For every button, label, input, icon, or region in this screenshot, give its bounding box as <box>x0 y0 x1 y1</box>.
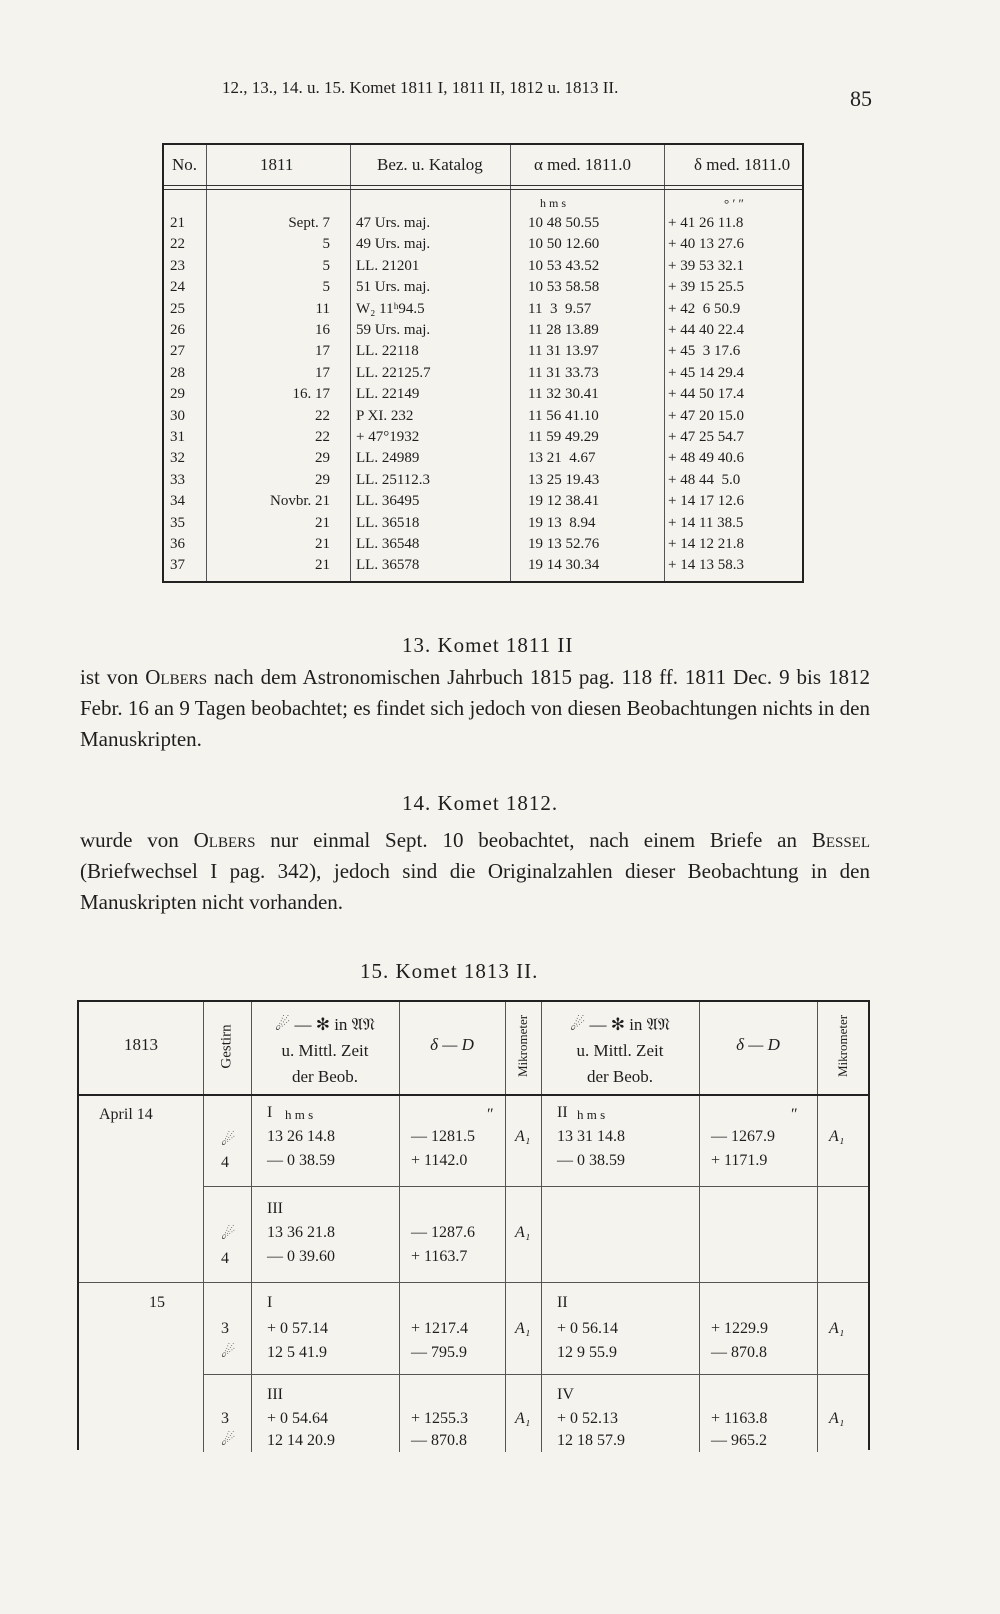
table-cell: 37 <box>170 557 185 574</box>
table-cell: + 14 11 38.5 <box>668 514 744 531</box>
mikrometer-value: A₁ <box>829 1128 845 1145</box>
table-cell: + 14 12 21.8 <box>668 536 744 552</box>
table-cell: 13 21 4.67 <box>528 450 596 467</box>
observation-table-1811 <box>162 143 804 583</box>
table-cell: + 44 40 22.4 <box>668 322 744 338</box>
table-cell: + 45 3 17.6 <box>668 343 741 360</box>
col-header-diff-1: ☄ — ✻ in 𝔄𝔑 u. Mittl. Zeit der Beob. <box>274 1015 376 1086</box>
table-cell: 30 <box>170 407 185 424</box>
table-cell: 23 <box>170 257 185 274</box>
table-cell: LL. 36548 <box>356 536 420 552</box>
table-cell: 11 56 41.10 <box>528 407 599 424</box>
time-value: 13 26 14.8 <box>267 1128 335 1145</box>
table-cell: 26 <box>170 322 185 338</box>
table-cell: 10 53 43.52 <box>528 257 600 274</box>
table-cell: 35 <box>170 514 185 531</box>
time-value: 13 31 14.8 <box>557 1128 625 1145</box>
table-cell: LL. 36495 <box>356 493 420 510</box>
diff-value: — 0 39.60 <box>267 1248 335 1265</box>
table-cell: 11 32 30.41 <box>528 386 599 403</box>
table-cell: 17 <box>315 364 330 381</box>
table-cell: 11 31 13.97 <box>528 343 599 360</box>
gestirn-value: 3 <box>221 1410 229 1427</box>
table-cell: 24 <box>170 279 185 296</box>
table-cell: LL. 36578 <box>356 557 420 574</box>
obs-number: IV <box>557 1386 574 1403</box>
gestirn-value: 3 <box>221 1320 229 1337</box>
table-cell: + 39 53 32.1 <box>668 257 744 274</box>
paragraph-komet-1812: wurde von Olbers nur einmal Sept. 10 beobachtet, nach einem Briefe an Bessel (Briefwechsel I pag. 342), jedoch sind die Originalzahlen dieser Beobachtung in den Manuskripten nicht vorhanden. <box>80 828 871 914</box>
table-cell: 5 <box>322 236 330 253</box>
dd-value: + 1163.8 <box>711 1410 768 1427</box>
dd-value: + 1255.3 <box>411 1410 469 1427</box>
obs-number: II <box>557 1294 568 1311</box>
table-cell: 19 13 52.76 <box>528 536 600 552</box>
table-cell: + 14 17 12.6 <box>668 493 744 510</box>
unit-alpha: h m s <box>540 196 567 210</box>
dd-value: — 870.8 <box>411 1432 467 1449</box>
table-cell: 11 3 9.57 <box>528 300 592 317</box>
table-cell: 11 59 49.29 <box>528 429 599 445</box>
table-cell: 5 <box>322 279 330 296</box>
table-cell: + 48 49 40.6 <box>668 450 744 467</box>
table-cell: LL. 21201 <box>356 257 420 274</box>
time-value: 12 9 55.9 <box>557 1344 617 1361</box>
table-cell: 11 28 13.89 <box>528 322 599 338</box>
table-cell: + 14 13 58.3 <box>668 557 744 574</box>
diff-value: + 0 56.14 <box>557 1320 619 1337</box>
table-cell: + 40 13 27.6 <box>668 236 744 253</box>
diff-value: — 0 38.59 <box>557 1152 625 1169</box>
table-cell: 19 12 38.41 <box>528 493 600 510</box>
dd-value: + 1171.9 <box>711 1152 768 1169</box>
table-cell: LL. 22118 <box>356 343 419 360</box>
col-header-dd-2: δ — D <box>736 1035 780 1054</box>
table-cell: LL. 22125.7 <box>356 364 431 381</box>
table-cell: LL. 36518 <box>356 514 420 531</box>
table-cell: P XI. 232 <box>356 407 414 424</box>
table-cell: 25 <box>170 300 185 317</box>
table-cell: Sept. 7 <box>288 215 330 231</box>
table-cell: 49 Urs. maj. <box>356 236 431 253</box>
table-cell: 22 <box>315 429 330 445</box>
table-cell: 29 <box>315 471 330 488</box>
dd-value: + 1229.9 <box>711 1320 769 1337</box>
heading-komet-1811-ii: 13. Komet 1811 II <box>402 633 574 657</box>
obs-number: III <box>267 1386 283 1403</box>
table-cell: LL. 25112.3 <box>356 471 431 488</box>
time-value: 12 5 41.9 <box>267 1344 327 1361</box>
col-header-catalog: Bez. u. Katalog <box>377 155 483 174</box>
table-cell: 59 Urs. maj. <box>356 322 431 338</box>
gestirn-value: 4 <box>221 1154 229 1171</box>
date-15: 15 <box>149 1294 165 1311</box>
mikrometer-value: A₁ <box>515 1224 531 1241</box>
table-cell: LL. 24989 <box>356 450 420 467</box>
table-cell: 11 31 33.73 <box>528 364 599 381</box>
unit-hms: h m s <box>577 1107 606 1122</box>
mikrometer-value: A₁ <box>829 1410 845 1427</box>
unit-delta: ° ′ ″ <box>724 196 744 211</box>
table-cell: + 47 25 54.7 <box>668 429 744 445</box>
table-cell: 19 14 30.34 <box>528 557 600 574</box>
paragraph-komet-1811-ii: ist von Olbers nach dem Astronomischen Jahrbuch 1815 pag. 118 ff. 1811 Dec. 9 bis 1812 Febr. 16 an 9 Tagen beobachtet; es findet sich jedoch von diesen Beobachtungen nichts in den Manuskripten. <box>80 665 870 751</box>
table-cell: 21 <box>170 215 185 231</box>
dd-value: — 795.9 <box>411 1344 467 1361</box>
col-header-ra: α med. 1811.0 <box>534 155 632 174</box>
table-cell: 21 <box>315 514 330 531</box>
table-cell: + 44 50 17.4 <box>668 386 744 403</box>
table-cell: Novbr. 21 <box>270 493 330 510</box>
table-cell: + 41 26 11.8 <box>668 215 744 231</box>
table-cell: + 47 20 15.0 <box>668 407 744 424</box>
col-header-gestirn: Gestirn <box>218 1024 235 1069</box>
mikrometer-value: A₁ <box>829 1320 845 1337</box>
time-value: 12 14 20.9 <box>267 1432 335 1449</box>
heading-komet-1813-ii: 15. Komet 1813 II. <box>360 959 539 983</box>
diff-value: — 0 38.59 <box>267 1152 335 1169</box>
table-cell: 16 <box>315 322 330 338</box>
table-cell: + 47°1932 <box>356 429 420 445</box>
table-cell: 31 <box>170 429 185 445</box>
table-cell: + 42 6 50.9 <box>668 300 741 317</box>
table-cell: 33 <box>170 471 185 488</box>
mikrometer-value: A₁ <box>515 1128 531 1145</box>
dd-value: — 1267.9 <box>711 1128 775 1145</box>
col-header-year: 1813 <box>124 1035 158 1054</box>
dd-value: + 1142.0 <box>411 1152 468 1169</box>
table-cell: + 45 14 29.4 <box>668 364 744 381</box>
table-cell: 47 Urs. maj. <box>356 215 431 231</box>
time-value: 12 18 57.9 <box>557 1432 625 1449</box>
table-cell: 34 <box>170 493 185 510</box>
obs-number: III <box>267 1200 283 1217</box>
obs-number: II <box>557 1104 568 1121</box>
table-cell: 5 <box>322 257 330 274</box>
diff-value: + 0 52.13 <box>557 1410 619 1427</box>
table-cell: 10 48 50.55 <box>528 215 600 231</box>
table-cell: 21 <box>315 536 330 552</box>
diff-value: + 0 57.14 <box>267 1320 329 1337</box>
mikrometer-value: A₁ <box>515 1320 531 1337</box>
dd-value: + 1217.4 <box>411 1320 469 1337</box>
date-april-14: April 14 <box>99 1106 153 1123</box>
gestirn-value: 4 <box>221 1250 229 1267</box>
page-number: 85 <box>850 86 872 111</box>
table-cell: 13 25 19.43 <box>528 471 600 488</box>
obs-number: I <box>267 1294 273 1311</box>
comet-symbol: ☄ <box>221 1432 236 1449</box>
col-header-diff-2: ☄ — ✻ in 𝔄𝔑 u. Mittl. Zeit der Beob. <box>569 1015 671 1086</box>
table-cell: + 39 15 25.5 <box>668 279 744 296</box>
dd-value: + 1163.7 <box>411 1248 468 1265</box>
obs-number: I <box>267 1104 273 1121</box>
col-header-dec: δ med. 1811.0 <box>694 155 791 174</box>
table-cell: 29 <box>315 450 330 467</box>
table-cell: 51 Urs. maj. <box>356 279 431 296</box>
table-cell: 11 <box>315 300 330 317</box>
time-value: 13 36 21.8 <box>267 1224 335 1241</box>
table-cell: 28 <box>170 364 185 381</box>
table-cell: 19 13 8.94 <box>528 514 596 531</box>
col-header-year: 1811 <box>260 155 294 174</box>
dd-value: — 870.8 <box>711 1344 767 1361</box>
table-cell: 27 <box>170 343 185 360</box>
table-cell: 22 <box>170 236 185 253</box>
table-cell: 16. 17 <box>292 386 330 403</box>
running-header: 12., 13., 14. u. 15. Komet 1811 I, 1811 II, 1812 u. 1813 II. <box>222 78 619 97</box>
observation-table-1813 <box>77 1000 870 1450</box>
dd-value: — 1287.6 <box>411 1224 475 1241</box>
heading-komet-1812: 14. Komet 1812. <box>402 791 559 815</box>
col-header-mikrometer-1: Mikrometer <box>515 1014 530 1078</box>
table-cell: + 48 44 5.0 <box>668 471 741 488</box>
comet-symbol: ☄ <box>221 1132 236 1149</box>
mikrometer-value: A₁ <box>515 1410 531 1427</box>
table-cell: LL. 22149 <box>356 386 420 403</box>
table-cell: 10 50 12.60 <box>528 236 600 253</box>
table-cell: 10 53 58.58 <box>528 279 600 296</box>
col-header-no: No. <box>172 155 198 174</box>
table-cell: 17 <box>315 343 330 360</box>
dd-value: — 965.2 <box>711 1432 767 1449</box>
comet-symbol: ☄ <box>221 1226 236 1243</box>
table-cell: 21 <box>315 557 330 574</box>
table-cell: 29 <box>170 386 185 403</box>
unit-arcsec: ″ <box>487 1106 494 1123</box>
table-cell: 22 <box>315 407 330 424</box>
diff-value: + 0 54.64 <box>267 1410 329 1427</box>
col-header-mikrometer-2: Mikrometer <box>835 1014 850 1078</box>
table-cell: 36 <box>170 536 185 552</box>
unit-hms: h m s <box>285 1107 314 1122</box>
col-header-dd-1: δ — D <box>430 1035 474 1054</box>
unit-arcsec: ″ <box>791 1106 798 1123</box>
dd-value: — 1281.5 <box>411 1128 475 1145</box>
comet-symbol: ☄ <box>221 1344 236 1361</box>
table-cell: W₂ 11ʰ94.5 <box>356 300 425 317</box>
table-cell: 32 <box>170 450 185 467</box>
